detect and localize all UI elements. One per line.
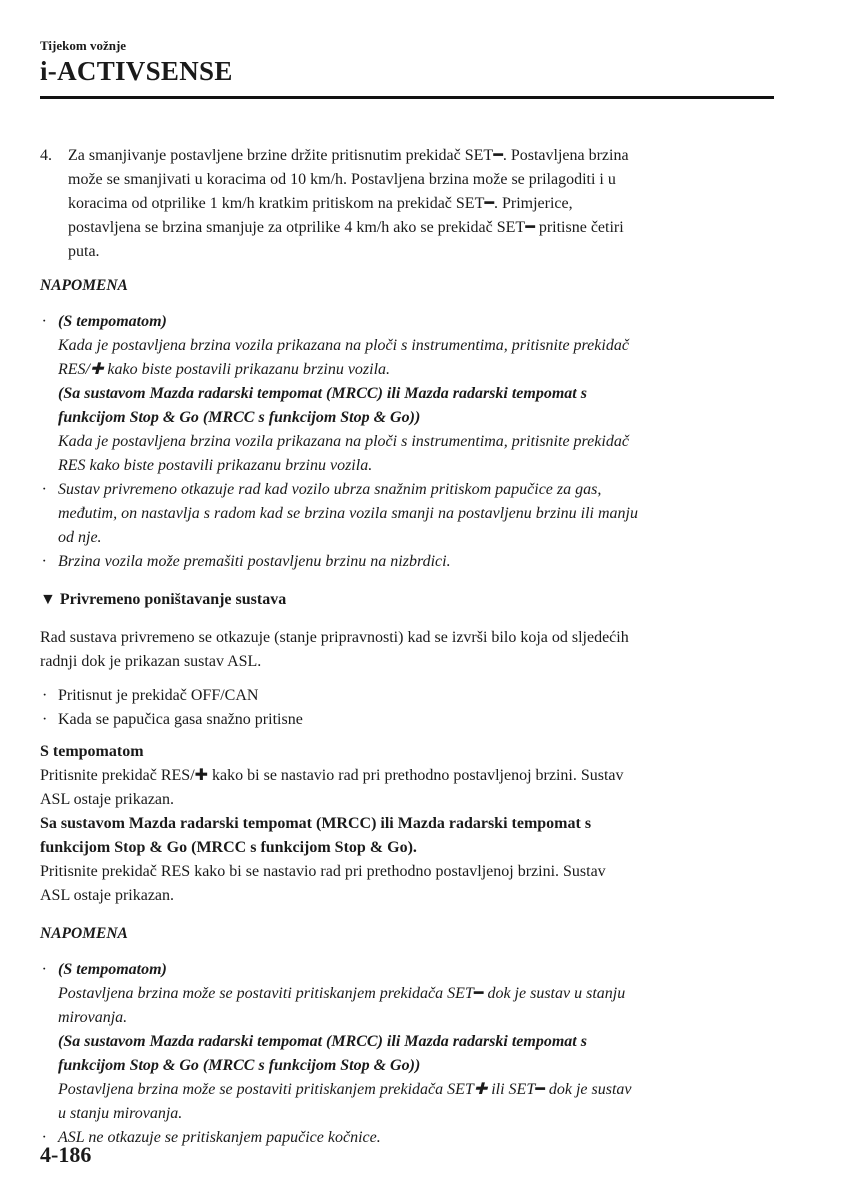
- bullet-dot: ·: [42, 481, 46, 498]
- step-number: 4.: [40, 147, 52, 164]
- para-line: Pritisnite prekidač RES kako bi se nastavio rad pri prethodno postavljenoj brzini. Sustav: [40, 863, 606, 880]
- note-line: RES/✚ kako biste postavili prikazanu brzinu vozila.: [58, 361, 391, 378]
- bullet-dot: ·: [42, 313, 46, 330]
- subsection-heading: funkcijom Stop & Go (MRCC s funkcijom Stop & Go).: [40, 839, 417, 856]
- para-line: Rad sustava privremeno se otkazuje (stanje pripravnosti) kad se izvrši bilo koja od sljedećih: [40, 629, 629, 646]
- bullet-dot: ·: [42, 961, 46, 978]
- note-subhead: (Sa sustavom Mazda radarski tempomat (MRCC) ili Mazda radarski tempomat s: [58, 1033, 587, 1050]
- list-item-text: Kada se papučica gasa snažno pritisne: [58, 711, 303, 728]
- note-line: u stanju mirovanja.: [58, 1105, 183, 1122]
- note-subhead: (Sa sustavom Mazda radarski tempomat (MRCC) ili Mazda radarski tempomat s: [58, 385, 587, 402]
- header-rule: [40, 96, 774, 99]
- subsection-heading: S tempomatom: [40, 743, 144, 760]
- page-content: [40, 144, 775, 1150]
- note-list: [40, 310, 775, 574]
- note-line: Sustav privremeno otkazuje rad kad vozilo ubrza snažnim pritiskom papučice za gas,: [58, 481, 602, 498]
- step-line: postavljena se brzina smanjuje za otprilike 4 km/h ako se prekidač SET━ pritisne četiri: [68, 219, 624, 236]
- note-label: NAPOMENA: [40, 277, 128, 294]
- step-line: može se smanjivati u koracima od 10 km/h. Postavljena brzina može se prilagoditi i u: [68, 171, 616, 188]
- step-line: koracima od otprilike 1 km/h kratkim pritiskom na prekidač SET━. Primjerice,: [68, 195, 573, 212]
- list-item-text: Pritisnut je prekidač OFF/CAN: [58, 687, 259, 704]
- note-subhead: funkcijom Stop & Go (MRCC s funkcijom Stop & Go)): [58, 409, 421, 426]
- note-line: ASL ne otkazuje se pritiskanjem papučice kočnice.: [58, 1129, 381, 1146]
- note-line: Kada je postavljena brzina vozila prikazana na ploči s instrumentima, pritisnite prekidač: [58, 433, 629, 450]
- note-bullet: [40, 958, 775, 1126]
- step-4: [40, 144, 775, 264]
- note-line: mirovanja.: [58, 1009, 128, 1026]
- list-item: [40, 708, 775, 732]
- subsection-heading: Sa sustavom Mazda radarski tempomat (MRCC) ili Mazda radarski tempomat s: [40, 815, 592, 832]
- intro-paragraph: [40, 626, 775, 674]
- note-list: [40, 958, 775, 1150]
- note-label: NAPOMENA: [40, 925, 128, 942]
- note-bullet: [40, 310, 775, 478]
- note-line: Kada je postavljena brzina vozila prikazana na ploči s instrumentima, pritisnite prekidač: [58, 337, 629, 354]
- note-subhead: funkcijom Stop & Go (MRCC s funkcijom Stop & Go)): [58, 1057, 421, 1074]
- subsection-cruise: [40, 740, 775, 908]
- bullet-dot: ·: [42, 553, 46, 570]
- note-line: RES kako biste postavili prikazanu brzinu vozila.: [58, 457, 373, 474]
- note-line: Postavljena brzina može se postaviti pritiskanjem prekidača SET✚ ili SET━ dok je sustav: [58, 1081, 632, 1098]
- step-line: Za smanjivanje postavljene brzine držite pritisnutim prekidač SET━. Postavljena brzina: [68, 147, 629, 164]
- note-bullet: [40, 1126, 775, 1150]
- page-number: 4-186: [40, 1142, 92, 1167]
- note-subhead: (S tempomatom): [58, 961, 167, 978]
- section-heading: ▼ Privremeno poništavanje sustava: [40, 591, 287, 608]
- bullet-dot: ·: [42, 1129, 46, 1146]
- note-subhead: (S tempomatom): [58, 313, 167, 330]
- para-line: ASL ostaje prikazan.: [40, 791, 175, 808]
- list-item: [40, 684, 775, 708]
- note-line: od nje.: [58, 529, 102, 546]
- section-label: Tijekom vožnje: [40, 38, 127, 53]
- note-bullet: [40, 478, 775, 550]
- note-bullet: [40, 550, 775, 574]
- bullet-dot: ·: [42, 711, 48, 728]
- condition-list: [40, 684, 775, 732]
- bullet-dot: ·: [42, 687, 48, 704]
- para-line: radnji dok je prikazan sustav ASL.: [40, 653, 262, 670]
- note-line: međutim, on nastavlja s radom kad se brzina vozila smanji na postavljenu brzinu ili manju: [58, 505, 638, 522]
- note-line: Postavljena brzina može se postaviti pritiskanjem prekidača SET━ dok je sustav u stanju: [58, 985, 626, 1002]
- page-title: i-ACTIVSENSE: [40, 56, 233, 86]
- note-line: Brzina vozila može premašiti postavljenu brzinu na nizbrdici.: [58, 553, 451, 570]
- step-line: puta.: [68, 243, 100, 260]
- para-line: Pritisnite prekidač RES/✚ kako bi se nastavio rad pri prethodno postavljenoj brzini. Sustav: [40, 767, 624, 784]
- para-line: ASL ostaje prikazan.: [40, 887, 175, 904]
